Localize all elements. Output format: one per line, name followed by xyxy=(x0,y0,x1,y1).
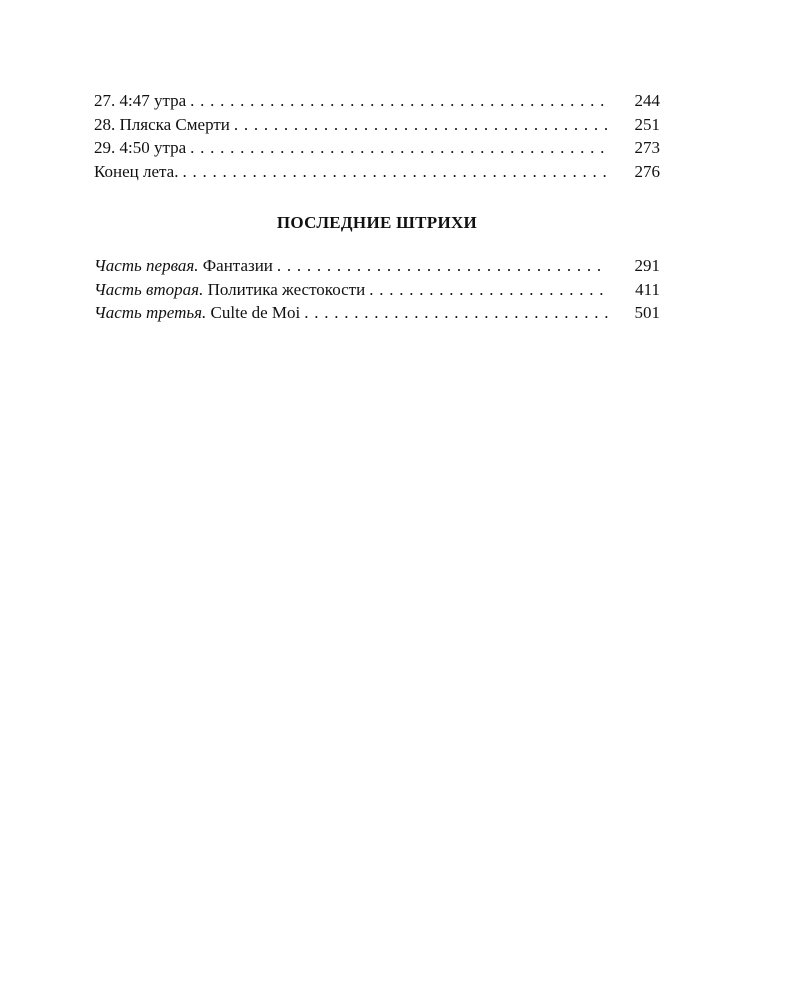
toc-entry-title-group xyxy=(94,278,365,302)
dot-leader xyxy=(277,254,608,278)
toc-part-label: Часть вторая. xyxy=(94,279,204,299)
toc-entry-page-number: 276 xyxy=(634,161,660,181)
toc-entry xyxy=(94,160,660,184)
toc-entry-title: 28. Пляска Смерти xyxy=(94,114,230,134)
toc-entry xyxy=(94,254,660,278)
toc-entry xyxy=(94,278,660,302)
toc-entry xyxy=(94,301,660,325)
toc-entry-title-group xyxy=(94,254,273,278)
toc-entry xyxy=(94,136,660,160)
toc-entry-title: Фантазии xyxy=(202,256,273,275)
dot-leader xyxy=(234,113,608,137)
table-of-contents-parts xyxy=(94,254,660,325)
toc-entry-page-number: 273 xyxy=(634,138,660,157)
toc-entry-title-group xyxy=(94,301,300,325)
dot-leader xyxy=(304,301,608,325)
dot-leader xyxy=(369,278,608,302)
toc-part-label: Часть третья. xyxy=(94,303,207,322)
toc-entry-page-number: 291 xyxy=(634,256,660,275)
toc-entry-page-number: 244 xyxy=(634,91,660,110)
toc-entry-page-number: 501 xyxy=(634,303,660,322)
table-of-contents-chapters xyxy=(94,89,660,183)
toc-entry xyxy=(94,89,660,113)
toc-entry-title: 29. 4:50 утра xyxy=(94,138,187,157)
dot-leader xyxy=(190,89,608,113)
toc-entry-title: Политика жестокости xyxy=(207,279,366,299)
toc-entry-title: Конец лета. xyxy=(94,161,179,181)
toc-entry-page-number: 411 xyxy=(635,279,660,299)
dot-leader xyxy=(182,160,608,184)
toc-entry-page-number: 251 xyxy=(634,114,660,134)
toc-part-label: Часть первая. xyxy=(94,256,199,275)
dot-leader xyxy=(190,136,608,160)
toc-entry xyxy=(94,113,660,137)
toc-entry-title: Culte de Moi xyxy=(210,303,301,322)
section-heading: ПОСЛЕДНИЕ ШТРИХИ xyxy=(276,213,478,232)
toc-entry-title: 27. 4:47 утра xyxy=(94,91,187,110)
